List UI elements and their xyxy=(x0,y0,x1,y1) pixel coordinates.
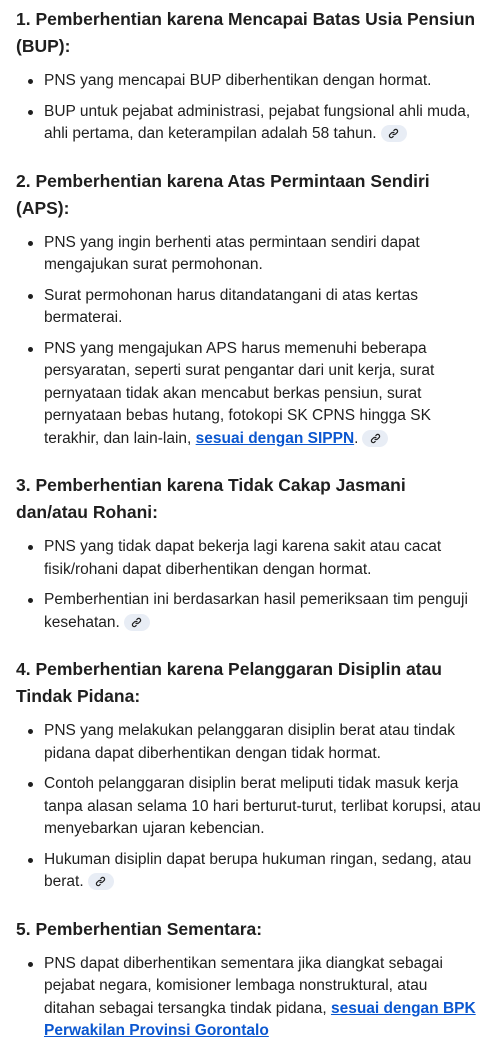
section-heading: 3. Pemberhentian karena Tidak Cakap Jasmani dan/atau Rohani: xyxy=(16,475,406,522)
source-link-chip[interactable] xyxy=(88,873,114,890)
list-item xyxy=(16,589,482,634)
bullet-list xyxy=(16,70,482,146)
list-item xyxy=(16,70,482,93)
section-heading: 5. Pemberhentian Sementara: xyxy=(16,918,263,939)
item-text-after: . xyxy=(354,429,359,447)
list-item xyxy=(16,953,482,1043)
list-item xyxy=(16,338,482,451)
item-text: Contoh pelanggaran disiplin berat meliputi tidak masuk kerja tanpa alasan selama 10 hari berturut-turut, terlibat korupsi, atau menyebarkan ujaran kebencian. xyxy=(44,775,481,837)
source-link-bpk[interactable]: sesuai dengan BPK Perwakilan Provinsi Gorontalo xyxy=(44,999,476,1039)
item-text: PNS yang mengajukan APS harus memenuhi beberapa persyaratan, seperti surat pengantar dari unit kerja, surat pernyataan tidak akan mencabut berkas pensiun, surat pernyataan bebas hutang, fotokopi SK CPNS hingga SK terakhir, dan lain-lain, xyxy=(44,339,435,447)
section-pelanggaran xyxy=(16,656,482,894)
item-text: PNS dapat diberhentikan sementara jika diangkat sebagai pejabat negara, komisioner lembaga nonstruktural, atau ditahan sebagai tersangka tindak pidana, xyxy=(44,954,443,1017)
list-item xyxy=(16,773,482,841)
bullet-list xyxy=(16,953,482,1043)
source-link-sippn[interactable]: sesuai dengan SIPPN xyxy=(195,429,355,447)
bullet-list xyxy=(16,720,482,894)
source-link-chip[interactable] xyxy=(124,614,150,631)
item-text: Pemberhentian ini berdasarkan hasil pemeriksaan tim penguji kesehatan. xyxy=(44,591,468,631)
item-text: PNS yang ingin berhenti atas permintaan sendiri dapat mengajukan surat permohonan. xyxy=(44,233,420,273)
list-item xyxy=(16,101,482,146)
section-bup xyxy=(16,6,482,146)
item-text: PNS yang melakukan pelanggaran disiplin berat atau tindak pidana dapat diberhentikan dengan tidak hormat. xyxy=(44,722,456,762)
list-item xyxy=(16,232,482,277)
link-icon xyxy=(388,128,399,139)
list-item xyxy=(16,536,482,581)
link-icon xyxy=(95,876,106,887)
section-aps xyxy=(16,168,482,451)
item-text: Hukuman disiplin dapat berupa hukuman ringan, sedang, atau berat. xyxy=(44,850,472,890)
bullet-list xyxy=(16,232,482,451)
item-text: PNS yang tidak dapat bekerja lagi karena sakit atau cacat fisik/rohani dapat diberhentikan dengan hormat. xyxy=(44,538,442,578)
section-tidak-cakap xyxy=(16,472,482,634)
item-text: BUP untuk pejabat administrasi, pejabat fungsional ahli muda, ahli pertama, dan keterampilan adalah 58 tahun. xyxy=(44,102,471,142)
bullet-list xyxy=(16,536,482,634)
section-heading: 1. Pemberhentian karena Mencapai Batas Usia Pensiun (BUP): xyxy=(16,9,476,56)
section-heading: 4. Pemberhentian karena Pelanggaran Disiplin atau Tindak Pidana: xyxy=(16,659,442,706)
source-link-chip[interactable] xyxy=(362,430,388,447)
list-item xyxy=(16,285,482,330)
link-icon xyxy=(131,617,142,628)
section-sementara xyxy=(16,916,482,1043)
list-item xyxy=(16,720,482,765)
link-icon xyxy=(370,433,381,444)
item-text: Surat permohonan harus ditandatangani di atas kertas bermaterai. xyxy=(44,286,418,326)
list-item xyxy=(16,849,482,894)
source-link-chip[interactable] xyxy=(381,125,407,142)
section-heading: 2. Pemberhentian karena Atas Permintaan Sendiri (APS): xyxy=(16,170,430,218)
item-text: PNS yang mencapai BUP diberhentikan dengan hormat. xyxy=(44,72,432,89)
